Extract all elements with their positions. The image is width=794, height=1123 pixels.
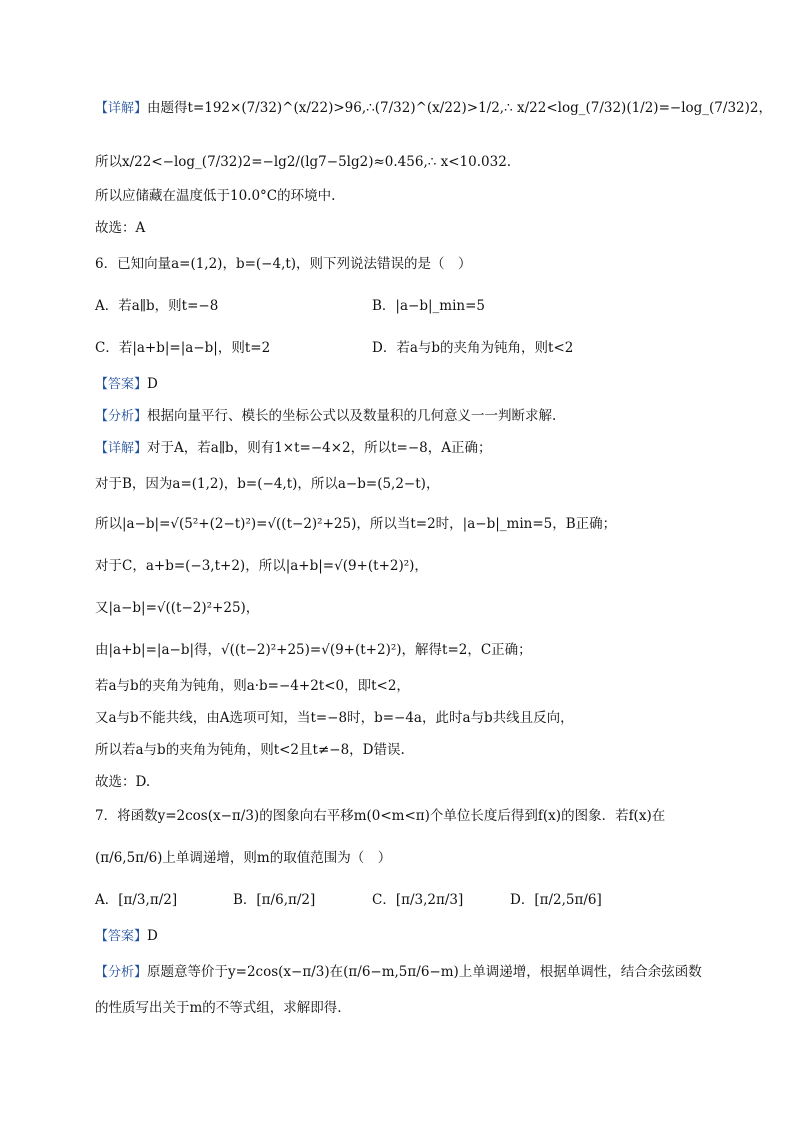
detail-line-1: 【详解】由题得t=192×(7/32)^(x/22)>96,∴(7/32)^(x/22)>1/2,∴ x/22<log_(7/32)(1/2)=−log_(7/32)2，: [95, 100, 772, 116]
q7-option-b: B．[π/6,π/2]: [233, 892, 316, 908]
detail-6-line-7: 若a与b的夹角为钝角，则a·b=−4+2t<0，即t<2，: [95, 678, 410, 694]
detail-6-line-5: 又|a−b|=√((t−2)²+25)，: [95, 600, 260, 616]
detail-line-3: 所以应储藏在温度低于10.0°C的环境中.: [95, 188, 336, 204]
detail-line-2: 所以x/22<−log_(7/32)2=−lg2/(lg7−5lg2)≈0.456,∴ x<10.032.: [95, 154, 512, 170]
detail-6-line-10: 故选：D.: [95, 774, 151, 790]
detail-6-line-6: 由|a+b|=|a−b|得，√((t−2)²+25)=√(9+(t+2)²)，解得t=2，C正确；: [95, 642, 532, 658]
detail-6-line-1: 【详解】对于A，若a∥b，则有1×t=−4×2，所以t=−8，A正确；: [95, 440, 492, 456]
analysis-6: 【分析】根据向量平行、模长的坐标公式以及数量积的几何意义一一判断求解.: [95, 408, 557, 424]
detail-6-line-8: 又a与b不能共线，由A选项可知，当t=−8时，b=−4a，此时a与b共线且反向，: [95, 710, 574, 726]
q7-option-c: C．[π/3,2π/3]: [372, 892, 464, 908]
detail-6-line-4: 对于C，a+b=(−3,t+2)，所以|a+b|=√(9+(t+2)²)，: [95, 558, 428, 574]
q6-option-a: A．若a∥b，则t=−8: [95, 298, 219, 314]
question-7: 7．将函数y=2cos(x−π/3)的图象向右平移m(0<m<π)个单位长度后得到f(x)的图象．若f(x)在: [95, 808, 666, 824]
detail-6-line-3: 所以|a−b|=√(5²+(2−t)²)=√((t−2)²+25)，所以当t=2时，|a−b|_min=5，B正确；: [95, 516, 617, 532]
q6-option-d: D．若a与b的夹角为钝角，则t<2: [372, 340, 574, 356]
detail-6-line-2: 对于B，因为a=(1,2)，b=(−4,t)，所以a−b=(5,2−t)，: [95, 476, 440, 492]
answer-7: 【答案】D: [95, 928, 158, 944]
q7-option-a: A．[π/3,π/2]: [95, 892, 178, 908]
question-6: 6．已知向量a=(1,2)，b=(−4,t)，则下列说法错误的是（ ）: [95, 256, 472, 272]
answer-6: 【答案】D: [95, 376, 158, 392]
q6-option-b: B．|a−b|_min=5: [372, 298, 485, 314]
analysis-7-cont: 的性质写出关于m的不等式组，求解即得.: [95, 1000, 342, 1016]
q6-option-c: C．若|a+b|=|a−b|，则t=2: [95, 340, 271, 356]
detail-line-4: 故选：A: [95, 220, 146, 236]
detail-tag: 【详解】: [95, 101, 148, 116]
question-7-cont: (π/6,5π/6)上单调递增，则m的取值范围为（ ）: [95, 850, 392, 866]
q7-option-d: D．[π/2,5π/6]: [510, 892, 602, 908]
detail-6-line-9: 所以若a与b的夹角为钝角，则t<2且t≠−8，D错误.: [95, 742, 405, 758]
analysis-7: 【分析】原题意等价于y=2cos(x−π/3)在(π/6−m,5π/6−m)上单调递增，根据单调性，结合余弦函数: [95, 964, 702, 980]
